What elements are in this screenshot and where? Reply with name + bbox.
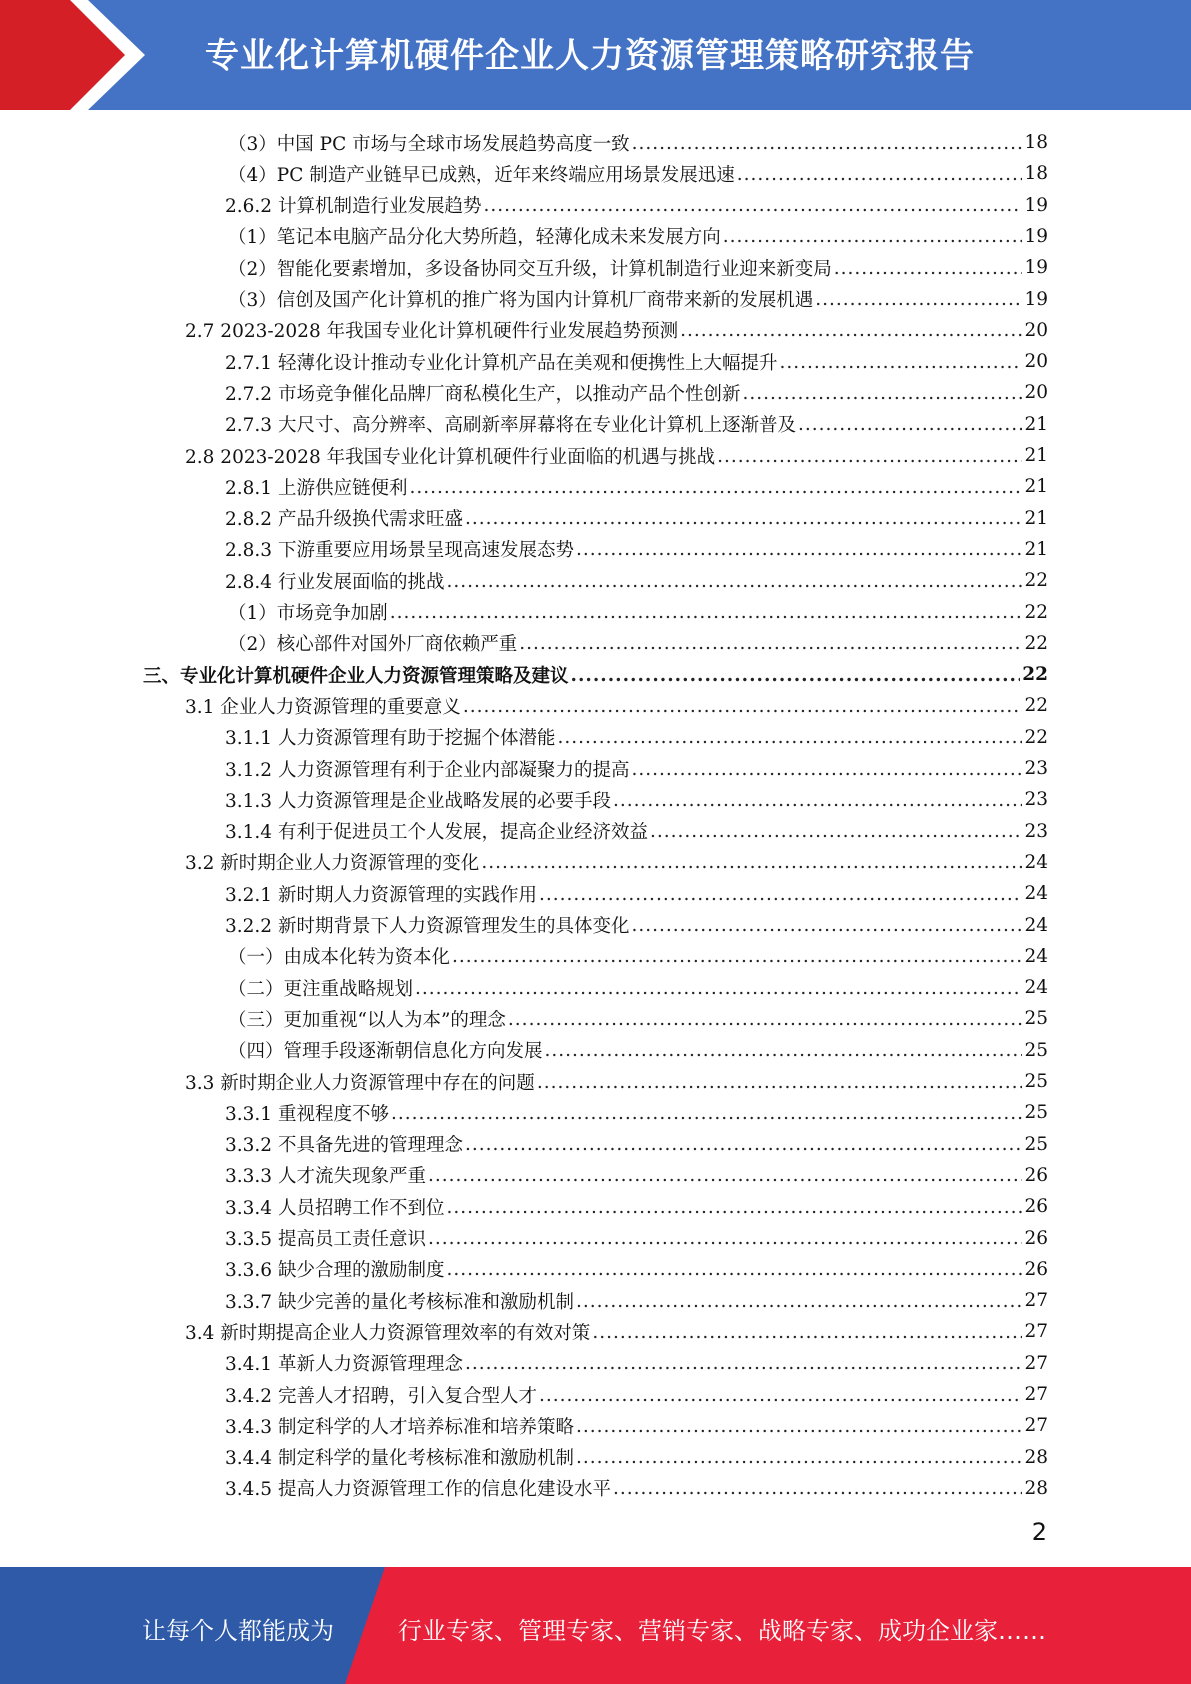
toc-entry-page: 27	[1024, 1321, 1048, 1343]
toc-entry-label: 3.1 企业人力资源管理的重要意义	[185, 696, 461, 718]
toc-entry[interactable]	[185, 847, 1048, 878]
toc-entry-page: 23	[1024, 789, 1048, 811]
toc-entry-page: 23	[1024, 820, 1048, 842]
toc-leader-dots	[428, 1227, 1022, 1249]
toc-entry-label: 3.1.3 人力资源管理是企业战略发展的必要手段	[225, 790, 611, 812]
toc-entry-page: 26	[1024, 1227, 1048, 1249]
toc-entry[interactable]	[225, 534, 1048, 565]
toc-entry-label: 2.7.2 市场竞争催化品牌厂商私模化生产，以推动产品个性创新	[225, 383, 741, 405]
toc-entry-page: 28	[1024, 1477, 1048, 1499]
toc-entry-page: 20	[1024, 319, 1048, 341]
toc-entry[interactable]	[225, 753, 1048, 784]
toc-leader-dots	[576, 1415, 1022, 1437]
toc-leader-dots	[428, 1164, 1022, 1186]
toc-entry-page: 24	[1024, 914, 1048, 936]
toc-entry-page: 24	[1024, 851, 1048, 873]
toc-entry-page: 18	[1024, 163, 1048, 185]
header-arrow-decoration	[0, 0, 145, 110]
toc-entry[interactable]	[225, 816, 1048, 847]
toc-entry-page: 21	[1024, 507, 1048, 529]
toc-entry-page: 25	[1024, 1008, 1048, 1030]
toc-entry[interactable]	[185, 315, 1048, 346]
toc-entry-page: 24	[1024, 883, 1048, 905]
toc-entry-page: 27	[1024, 1415, 1048, 1437]
toc-leader-dots	[571, 664, 1021, 686]
page-footer	[0, 1567, 1191, 1684]
toc-entry-label: 3.4.5 提高人力资源管理工作的信息化建设水平	[225, 1479, 611, 1501]
toc-entry-label: 三、专业化计算机硬件企业人力资源管理策略及建议	[143, 665, 569, 687]
toc-entry-label: 3.4.2 完善人才招聘，引入复合型人才	[225, 1385, 537, 1407]
toc-entry[interactable]	[225, 1097, 1048, 1128]
toc-leader-dots	[519, 632, 1022, 654]
toc-entry[interactable]	[225, 878, 1048, 909]
toc-entry[interactable]	[228, 941, 1048, 972]
toc-entry[interactable]	[225, 1410, 1048, 1441]
footer-slogan-right: 行业专家、管理专家、营销专家、战略专家、成功企业家……	[398, 1617, 1046, 1645]
toc-entry[interactable]	[225, 1160, 1048, 1191]
toc-entry-label: （1）市场竞争加剧	[228, 603, 388, 624]
toc-entry[interactable]	[225, 503, 1048, 534]
toc-leader-dots	[390, 601, 1023, 623]
toc-entry-page: 22	[1024, 726, 1048, 748]
toc-entry[interactable]	[228, 1003, 1048, 1034]
toc-entry[interactable]	[225, 409, 1048, 440]
toc-entry-label: （4）PC 制造产业链早已成熟，近年来终端应用场景发展迅速	[228, 164, 735, 186]
toc-entry-page: 22	[1022, 664, 1048, 686]
toc-entry-label: 3.3.3 人才流失现象严重	[225, 1166, 426, 1188]
toc-entry-label: 3.1.2 人力资源管理有利于企业内部凝聚力的提高	[225, 759, 630, 781]
toc-entry-label: 2.8.1 上游供应链便利	[225, 477, 408, 499]
toc-entry[interactable]	[143, 659, 1048, 690]
toc-entry-page: 23	[1024, 758, 1048, 779]
toc-entry-page: 22	[1024, 695, 1048, 717]
toc-entry-page: 26	[1024, 1258, 1048, 1280]
toc-entry-label: （2）核心部件对国外厂商依赖严重	[228, 634, 518, 656]
toc-entry-page: 19	[1024, 257, 1048, 279]
toc-entry[interactable]	[225, 1191, 1048, 1222]
toc-leader-dots	[415, 977, 1022, 999]
toc-entry-label: （二）更注重战略规划	[228, 978, 414, 1000]
toc-entry-page: 25	[1024, 1071, 1048, 1092]
toc-leader-dots	[537, 1070, 1023, 1092]
toc-leader-dots	[723, 225, 1023, 247]
toc-entry[interactable]	[225, 1442, 1048, 1473]
toc-entry-page: 20	[1024, 351, 1048, 373]
toc-entry-label: 3.3.2 不具备先进的管理理念	[225, 1135, 463, 1157]
toc-entry-label: 3.3.6 缺少合理的激励制度	[225, 1260, 445, 1282]
toc-entry-page: 21	[1024, 538, 1048, 560]
toc-entry-page: 20	[1024, 382, 1048, 404]
toc-entry[interactable]	[225, 722, 1048, 753]
toc-entry-page: 24	[1024, 945, 1048, 967]
toc-entry[interactable]	[225, 1348, 1048, 1379]
toc-entry-label: 3.1.1 人力资源管理有助于挖掘个体潜能	[225, 728, 556, 750]
toc-entry-page: 26	[1024, 1196, 1048, 1218]
toc-entry[interactable]	[185, 1316, 1048, 1347]
toc-entry-label: 3.1.4 有利于促进员工个人发展，提高企业经济效益	[225, 822, 648, 844]
toc-entry[interactable]	[228, 284, 1048, 315]
toc-entry[interactable]	[228, 158, 1048, 189]
toc-entry-label: （一）由成本化转为资本化	[228, 947, 451, 969]
page-number: 2	[1031, 1518, 1047, 1546]
toc-entry-page: 22	[1024, 601, 1048, 623]
toc-entry[interactable]	[228, 221, 1048, 252]
toc-entry[interactable]	[228, 127, 1048, 158]
toc-entry-page: 19	[1024, 225, 1048, 247]
toc-entry[interactable]	[225, 1223, 1048, 1254]
toc-leader-dots	[483, 194, 1022, 216]
toc-entry[interactable]	[228, 972, 1048, 1003]
toc-entry-label: 3.2 新时期企业人力资源管理的变化	[185, 853, 480, 875]
toc-entry-label: （2）智能化要素增加，多设备协同交互升级，计算机制造行业迎来新变局	[228, 258, 832, 280]
toc-entry[interactable]	[225, 910, 1048, 941]
toc-leader-dots	[650, 820, 1022, 842]
toc-entry-label: 2.6.2 计算机制造行业发展趋势	[225, 196, 482, 218]
toc-entry-page: 26	[1024, 1164, 1048, 1186]
toc-leader-dots	[481, 851, 1022, 873]
toc-leader-dots	[779, 351, 1022, 373]
toc-leader-dots	[834, 257, 1023, 279]
toc-leader-dots	[815, 288, 1022, 310]
toc-leader-dots	[465, 507, 1022, 529]
toc-leader-dots	[680, 319, 1022, 341]
toc-entry-label: （3）中国 PC 市场与全球市场发展趋势高度一致	[228, 133, 630, 155]
toc-entry-page: 19	[1024, 194, 1048, 216]
toc-entry[interactable]	[225, 346, 1048, 377]
toc-leader-dots	[452, 945, 1022, 967]
toc-entry-label: 3.4 新时期提高企业人力资源管理效率的有效对策	[185, 1322, 591, 1344]
toc-entry-label: （三）更加重视“以人为本”的理念	[228, 1009, 506, 1031]
toc-entry-page: 21	[1024, 445, 1048, 466]
toc-entry[interactable]	[225, 1379, 1048, 1410]
toc-entry-page: 22	[1024, 570, 1048, 592]
toc-leader-dots	[576, 538, 1022, 560]
toc-leader-dots	[717, 444, 1022, 466]
toc-entry-label: 2.8.2 产品升级换代需求旺盛	[225, 509, 463, 531]
toc-leader-dots	[557, 726, 1022, 748]
toc-entry[interactable]	[225, 565, 1048, 596]
toc-leader-dots	[592, 1321, 1022, 1343]
toc-entry[interactable]	[225, 1473, 1048, 1504]
toc-entry[interactable]	[185, 440, 1048, 471]
toc-entry-label: 2.8.4 行业发展面临的挑战	[225, 571, 445, 593]
toc-leader-dots	[576, 1446, 1022, 1468]
toc-entry-label: （3）信创及国产化计算机的推广将为国内计算机厂商带来新的发展机遇	[228, 290, 814, 311]
toc-leader-dots	[463, 695, 1023, 717]
toc-leader-dots	[798, 413, 1022, 435]
toc-entry-label: 2.7.1 轻薄化设计推动专业化计算机产品在美观和便携性上大幅提升	[225, 352, 778, 374]
toc-entry-label: （四）管理手段逐渐朝信息化方向发展	[228, 1041, 543, 1063]
toc-entry-label: 2.8 2023-2028 年我国专业化计算机硬件行业面临的机遇与挑战	[185, 446, 716, 468]
toc-entry-label: 3.2.2 新时期背景下人力资源管理发生的具体变化	[225, 916, 630, 937]
toc-leader-dots	[508, 1008, 1023, 1030]
toc-entry-label: 2.7.3 大尺寸、高分辨率、高刷新率屏幕将在专业化计算机上逐渐普及	[225, 415, 796, 437]
toc-leader-dots	[539, 883, 1022, 905]
toc-entry-page: 22	[1024, 632, 1048, 654]
toc-entry[interactable]	[225, 784, 1048, 815]
toc-entry[interactable]	[225, 1254, 1048, 1285]
toc-entry[interactable]	[225, 471, 1048, 502]
page-header	[0, 0, 1191, 110]
toc-leader-dots	[545, 1039, 1023, 1061]
toc-entry-label: 3.4.3 制定科学的人才培养标准和培养策略	[225, 1416, 574, 1438]
toc-leader-dots	[613, 1477, 1022, 1499]
toc-leader-dots	[631, 914, 1022, 936]
footer-slogan-left: 让每个人都能成为	[142, 1617, 334, 1645]
toc-entry-page: 27	[1024, 1352, 1048, 1374]
toc-leader-dots	[409, 476, 1022, 498]
toc-entry-label: 2.8.3 下游重要应用场景呈现高速发展态势	[225, 540, 574, 562]
toc-leader-dots	[391, 1102, 1022, 1124]
toc-entry-page: 27	[1024, 1384, 1048, 1405]
toc-entry-page: 25	[1024, 1039, 1048, 1061]
toc-entry-label: 3.4.4 制定科学的量化考核标准和激励机制	[225, 1448, 574, 1470]
toc-entry[interactable]	[228, 597, 1048, 628]
toc-entry-label: 3.2.1 新时期人力资源管理的实践作用	[225, 884, 537, 906]
toc-entry[interactable]	[228, 628, 1048, 659]
toc-leader-dots	[631, 757, 1022, 779]
toc-entry-page: 27	[1024, 1290, 1048, 1312]
toc-leader-dots	[539, 1383, 1022, 1405]
toc-leader-dots	[446, 570, 1022, 592]
report-title: 专业化计算机硬件企业人力资源管理策略研究报告	[205, 36, 975, 76]
toc-entry-page: 18	[1024, 132, 1048, 153]
toc-entry[interactable]	[225, 1285, 1048, 1316]
toc-entry-page: 25	[1024, 1133, 1048, 1155]
toc-leader-dots	[613, 789, 1022, 811]
toc-entry[interactable]	[185, 690, 1048, 721]
toc-entry[interactable]	[185, 1066, 1048, 1097]
toc-leader-dots	[742, 382, 1022, 404]
toc-entry-label: 3.4.1 革新人力资源管理理念	[225, 1354, 463, 1376]
toc-leader-dots	[446, 1196, 1022, 1218]
toc-entry[interactable]	[228, 1035, 1048, 1066]
toc-entry-page: 25	[1024, 1102, 1048, 1124]
toc-entry[interactable]	[225, 377, 1048, 408]
toc-entry-label: 3.3.5 提高员工责任意识	[225, 1229, 426, 1250]
toc-entry-label: 3.3.1 重视程度不够	[225, 1103, 389, 1125]
toc-leader-dots	[737, 163, 1023, 185]
toc-entry-label: 3.3 新时期企业人力资源管理中存在的问题	[185, 1072, 535, 1094]
toc-entry[interactable]	[225, 190, 1048, 221]
toc-entry-page: 28	[1024, 1446, 1048, 1468]
toc-leader-dots	[576, 1290, 1022, 1312]
toc-entry-page: 24	[1024, 977, 1048, 999]
toc-leader-dots	[465, 1352, 1022, 1374]
toc-entry-label: 3.3.4 人员招聘工作不到位	[225, 1197, 445, 1219]
toc-entry[interactable]	[225, 1129, 1048, 1160]
toc-entry-label: 2.7 2023-2028 年我国专业化计算机硬件行业发展趋势预测	[185, 321, 679, 343]
toc-leader-dots	[465, 1133, 1022, 1155]
toc-entry-label: （1）笔记本电脑产品分化大势所趋，轻薄化成未来发展方向	[228, 227, 721, 249]
toc-entry-page: 21	[1024, 476, 1048, 498]
toc-entry[interactable]	[228, 252, 1048, 283]
toc-entry-page: 21	[1024, 413, 1048, 435]
toc-entry-page: 19	[1024, 288, 1048, 310]
toc-leader-dots	[632, 131, 1023, 153]
toc-entry-label: 3.3.7 缺少完善的量化考核标准和激励机制	[225, 1291, 574, 1313]
toc-leader-dots	[446, 1258, 1022, 1280]
